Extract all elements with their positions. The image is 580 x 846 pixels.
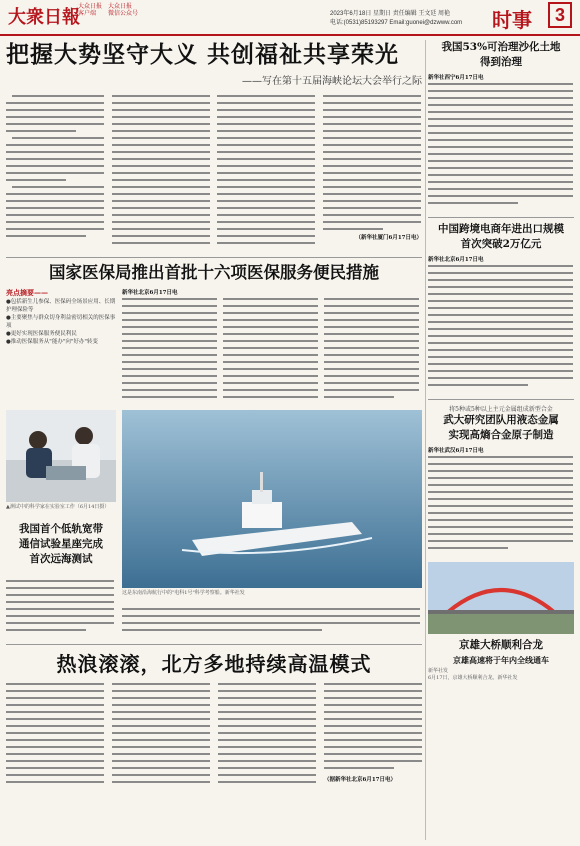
story1-byline: 新华社西宁6月17日电 xyxy=(428,75,484,81)
ship-headline-line: 首次远海测试 xyxy=(29,553,93,565)
medical-text xyxy=(122,288,422,406)
highlight-item: ●包括新生儿参保、医保码全场景应用、长期护理保险等 xyxy=(6,299,116,313)
qr-label-3: 大众日报 xyxy=(108,4,133,10)
medical-byline: 新华社北京6月17日电 xyxy=(122,290,178,296)
section-rule xyxy=(428,399,574,400)
highlight-item: ●更好实现医保服务便民利民 xyxy=(6,331,77,337)
ship-headline-line: 我国首个低轨宽带 xyxy=(19,523,103,535)
text-lines xyxy=(122,606,422,638)
side-column xyxy=(428,40,574,681)
headline-line: 首次突破2万亿元 xyxy=(460,238,542,250)
lead-byline: （新华社厦门6月17日电） xyxy=(355,235,422,241)
heat-col-1 xyxy=(6,681,106,795)
heat-byline: （据新华社北京6月17日电） xyxy=(324,777,396,783)
ship-text xyxy=(6,578,116,642)
heat-body xyxy=(6,681,422,791)
bridge-scene xyxy=(428,562,574,634)
ship-scene xyxy=(122,410,422,588)
text-lines xyxy=(122,296,420,404)
lead-subtitle: ——写在第十五届海峡论坛大会举行之际 xyxy=(242,76,422,87)
story3-headline xyxy=(428,413,574,443)
section-title: 时事 xyxy=(492,10,532,32)
app-qr-label xyxy=(78,4,102,18)
lab-scene xyxy=(6,410,116,502)
lead-body xyxy=(6,93,422,251)
story2-byline: 新华社北京6月17日电 xyxy=(428,257,484,263)
contact-line: 电话:(0531)85193297 Email:guonei@dzwww.com xyxy=(330,20,463,26)
section-rule xyxy=(6,257,422,258)
lead-col-2 xyxy=(112,93,212,251)
headline-line: 京雄大桥顺利合龙 xyxy=(459,639,543,651)
headline-line: 京雄高速将于年内全线通车 xyxy=(453,655,549,665)
text-lines xyxy=(323,93,423,251)
heat-col-2 xyxy=(112,681,212,795)
highlight-item: ●推动医保服务从"能办"向"好办"转变 xyxy=(6,339,98,345)
text-lines xyxy=(6,578,116,638)
story3-byline: 新华社武汉6月17日电 xyxy=(428,448,484,454)
qr-label-1: 大众日报 xyxy=(78,4,103,10)
ship-story xyxy=(6,410,422,642)
text-lines xyxy=(217,93,317,251)
bridge-photo xyxy=(428,562,574,634)
highlights-title: 亮点摘要—— xyxy=(6,288,48,297)
ship-headline-line: 通信试验星座完成 xyxy=(19,538,103,550)
story3-kicker: 将5种或5种以上主元金属组成新型合金 xyxy=(449,406,553,413)
text-lines xyxy=(112,681,212,791)
date-line: 2023年6月18日 星期日 责任编辑 王文廷 周艳 xyxy=(330,11,451,17)
ship-photo xyxy=(122,410,422,588)
story2-headline xyxy=(428,222,574,252)
ship-headline-box xyxy=(6,522,116,567)
text-lines xyxy=(428,263,574,391)
page-number: 3 xyxy=(548,2,572,28)
story4-headline xyxy=(428,638,574,668)
heat-headline: 热浪滚滚，北方多地持续高温模式 xyxy=(56,652,372,676)
lead-col-3 xyxy=(217,93,317,251)
ship-caption-body xyxy=(122,606,422,642)
qr-label-2: 客户端 xyxy=(78,11,97,17)
headline-line: 我国53%可治理沙化土地 xyxy=(441,41,561,53)
lead-col-1 xyxy=(6,93,106,251)
section-rule xyxy=(6,644,422,645)
text-lines xyxy=(6,93,106,251)
headline-line: 得到治理 xyxy=(480,56,522,68)
headline-line: 中国跨境电商年进出口规模 xyxy=(438,223,564,235)
main-column xyxy=(6,40,422,791)
newspaper-logo: 大衆日報 xyxy=(8,7,80,28)
text-lines xyxy=(218,681,318,791)
medical-highlights xyxy=(6,288,116,406)
text-lines xyxy=(428,454,574,554)
qr-label-4: 微信公众号 xyxy=(108,11,139,17)
headline-line: 实现高熵合金原子制造 xyxy=(448,429,554,441)
lab-photo xyxy=(6,410,116,502)
medical-headline: 国家医保局推出首批十六项医保服务便民措施 xyxy=(49,263,379,282)
wechat-qr-label xyxy=(108,4,138,18)
lab-caption: ▲测试中的科学家在实验室工作（6月14日摄） xyxy=(6,504,110,510)
medical-body xyxy=(6,288,422,406)
text-lines xyxy=(428,81,574,209)
heat-col-3 xyxy=(218,681,318,795)
text-lines xyxy=(112,93,212,251)
page-header xyxy=(0,0,580,36)
story1-headline xyxy=(428,40,574,70)
lead-headline: 把握大势坚守大义 共创福祉共享荣光 xyxy=(6,41,400,68)
headline-line: 武大研究团队用液态金属 xyxy=(443,414,559,426)
story4-photo-label: 新华社发 xyxy=(428,668,449,674)
ship-caption: 这是东南沿海航行中的"电科1号"科学考察船。新华社发 xyxy=(122,590,245,596)
story4-caption: 6月17日，京雄大桥顺利合龙。新华社发 xyxy=(428,674,518,681)
lead-col-4 xyxy=(323,93,423,251)
column-divider xyxy=(425,40,426,840)
highlight-item: ●主要聚焦与群众切身利益密切相关的医保事项 xyxy=(6,315,116,329)
heat-col-4 xyxy=(324,681,424,795)
text-lines xyxy=(6,681,106,791)
section-rule xyxy=(428,217,574,218)
